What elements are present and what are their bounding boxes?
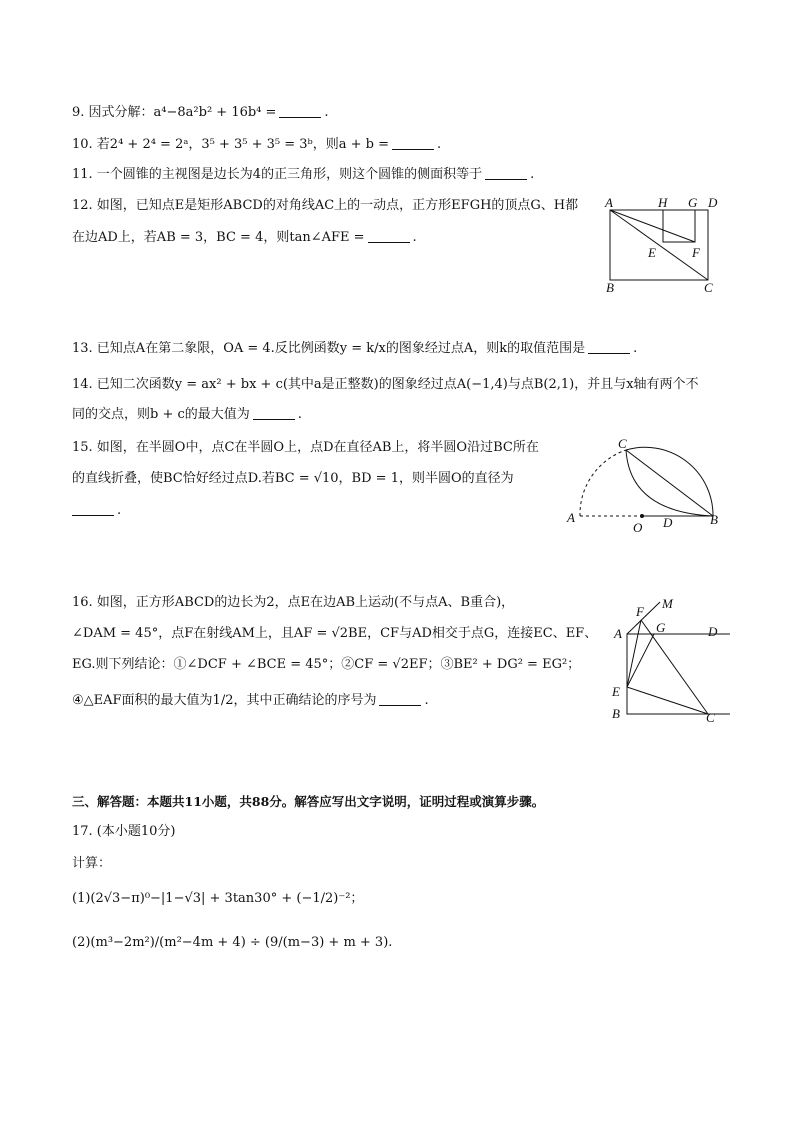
label-G: G (656, 620, 666, 635)
question-17-intro: 计算： (72, 856, 112, 871)
label-A: A (614, 626, 622, 641)
label-O: O (633, 520, 643, 535)
question-9: 9. 因式分解：a⁴−8a²b² + 16b⁴ = . (72, 105, 329, 120)
label-A: A (605, 195, 613, 210)
question-17-title: 17. (本小题10分) (72, 824, 176, 839)
answer-blank[interactable] (485, 167, 527, 180)
question-12-line-1: 12. 如图，已知点E是矩形ABCD的对角线AC上的一动点，正方形EFGH的顶点G、H都 (72, 198, 579, 213)
question-15-line-3: . (72, 502, 121, 520)
question-16-line-4: ④△EAF面积的最大值为1/2，其中正确结论的序号为 . (72, 693, 429, 708)
question-12-line-2: 在边AD上，若AB = 3，BC = 4，则tan∠AFE = . (72, 230, 417, 245)
answer-blank[interactable] (368, 230, 410, 243)
answer-blank[interactable] (588, 341, 630, 354)
label-H: H (658, 195, 668, 210)
label-B: B (612, 706, 620, 721)
label-C: C (706, 710, 715, 725)
question-14-line-1: 14. 已知二次函数y = ax² + bx + c(其中a是正整数)的图象经过点A(−1,4)与点B(2,1)，并且与x轴有两个不 (72, 377, 699, 392)
label-C: C (618, 436, 627, 451)
label-B: B (710, 512, 718, 527)
question-13: 13. 已知点A在第二象限，OA = 4.反比例函数y = k/x的图象经过点A，则k的取值范围是 . (72, 341, 638, 356)
figure-q12 (600, 192, 730, 302)
figure-q16 (600, 592, 730, 732)
label-D: D (708, 624, 718, 639)
figure-q15 (560, 432, 730, 542)
answer-blank[interactable] (72, 503, 114, 516)
label-B: B (606, 280, 614, 295)
label-F: F (636, 604, 644, 619)
question-16-line-1: 16. 如图，正方形ABCD的边长为2，点E在边AB上运动(不与点A、B重合)， (72, 595, 515, 610)
section-heading: 三、解答题：本题共11小题，共88分。解答应写出文字说明，证明过程或演算步骤。 (72, 794, 545, 809)
label-G: G (688, 195, 698, 210)
question-17-part-1: (1)(2√3−π)⁰−|1−√3| + 3tan30° + (−1/2)⁻²； (72, 891, 364, 906)
label-D: D (708, 195, 718, 210)
answer-blank[interactable] (253, 407, 295, 420)
label-D: D (663, 515, 673, 530)
question-17-part-2: (2)(m³−2m²)/(m²−4m + 4) ÷ (9/(m−3) + m + 3). (72, 935, 393, 950)
question-9-text: 9. 因式分解：a⁴−8a²b² + 16b⁴ = (72, 105, 277, 120)
answer-blank[interactable] (392, 137, 434, 150)
question-15-line-1: 15. 如图，在半圆O中，点C在半圆O上，点D在直径AB上，将半圆O沿过BC所在 (72, 440, 539, 455)
question-11: 11. 一个圆锥的主视图是边长为4的正三角形，则这个圆锥的侧面积等于 . (72, 167, 535, 182)
question-16-line-3: EG.则下列结论：①∠DCF + ∠BCE = 45°；②CF = √2EF；③BE² + DG² = EG²； (72, 657, 581, 672)
question-16-line-2: ∠DAM = 45°，点F在射线AM上，且AF = √2BE，CF与AD相交于点G，连接EC、EF、 (72, 626, 598, 641)
question-10-text: 10. 若2⁴ + 2⁴ = 2ᵃ，3⁵ + 3⁵ + 3⁵ = 3ᵇ，则a + b = (72, 137, 390, 152)
label-E: E (648, 245, 656, 260)
label-M: M (662, 596, 673, 611)
answer-blank[interactable] (279, 105, 321, 118)
question-15-line-2: 的直线折叠，使BC恰好经过点D.若BC = √10，BD = 1，则半圆O的直径为 (72, 471, 514, 486)
question-13-text: 13. 已知点A在第二象限，OA = 4.反比例函数y = k/x的图象经过点A，则k的取值范围是 (72, 341, 586, 356)
question-10: 10. 若2⁴ + 2⁴ = 2ᵃ，3⁵ + 3⁵ + 3⁵ = 3ᵇ，则a + b = . (72, 137, 442, 152)
label-F: F (692, 245, 700, 260)
question-11-text: 11. 一个圆锥的主视图是边长为4的正三角形，则这个圆锥的侧面积等于 (72, 167, 483, 182)
label-C: C (704, 280, 713, 295)
answer-blank[interactable] (379, 693, 421, 706)
question-14-line-2: 同的交点，则b + c的最大值为 . (72, 407, 302, 422)
label-A: A (567, 510, 575, 525)
label-E: E (612, 684, 620, 699)
